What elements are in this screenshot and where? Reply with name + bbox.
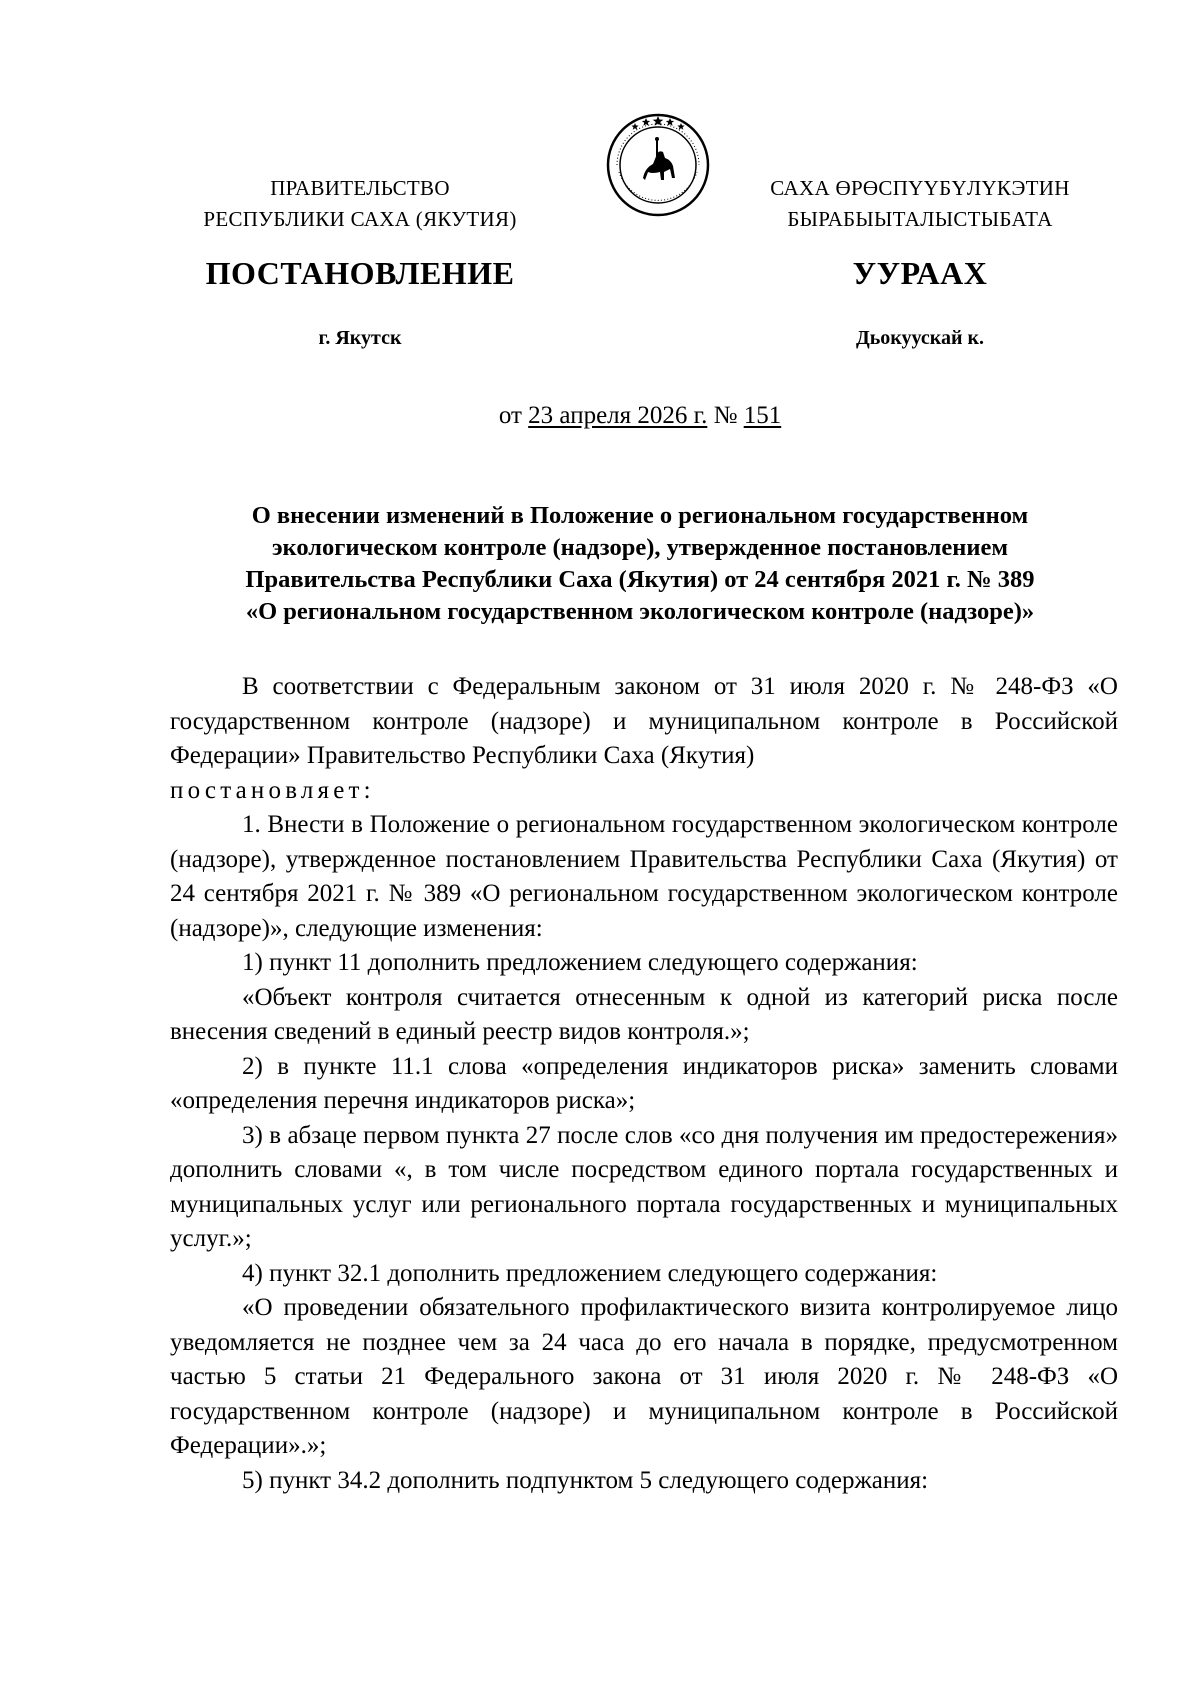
subitem-4-paragraph: 4) пункт 32.1 дополнить предложением следующего содержания: [242,1259,938,1287]
decree-body [170,670,1118,1498]
title-line: Правительства Республики Саха (Якутия) от 24 сентября 2021 г. № 389 [245,566,1035,593]
doc-type-ru: ПОСТАНОВЛЕНИЕ [205,255,515,291]
item-1-paragraph: 1. Внести в Положение о региональном государственном экологическом контроле (надзоре), утвержденное постановлением Правительства Республики Саха (Якутия) от 24 сентября 2021 г. № 389 «О региональном государственном экологическом контроле (надзоре)», следующие изменения: [170,811,1118,942]
number-sign: № [707,402,744,429]
decree-word: постановляет: [170,776,375,804]
subitem-2-paragraph: 2) в пункте 11.1 слова «определения индикаторов риска» заменить словами «определения перечня индикаторов риска»; [170,1052,1118,1114]
decree-number: 151 [743,402,782,429]
issuer-ru [175,173,545,235]
date-prefix: от [498,402,529,429]
title-line: О внесении изменений в Положение о региональном государственном [251,502,1029,529]
republic-emblem-icon [603,110,713,220]
decree-date: 23 апреля 2026 г. [528,402,708,429]
issuer-sah [735,173,1105,235]
issuer-sah-line1: САХА ӨРӨСПҮҮБҮЛҮКЭТИН [770,176,1070,200]
doc-type-sah: УУРААХ [852,255,988,291]
subitem-5-paragraph: 5) пункт 34.2 дополнить подпунктом 5 следующего содержания: [242,1466,929,1494]
date-number-line [0,402,1200,430]
title-line: «О региональном государственном экологическом контроле (надзоре)» [245,598,1035,625]
subitem-1-text: «Объект контроля считается отнесенным к одной из категорий риска после внесения сведений в единый реестр видов контроля.»; [170,983,1118,1045]
issuer-sah-line2: БЫРАБЫЫТАЛЫСТЫБАТА [787,207,1053,231]
subitem-4-text: «О проведении обязательного профилактического визита контролируемое лицо уведомляется не позднее чем за 24 часа до его начала в порядке, предусмотренном частью 5 статьи 21 Федерального закона от 31 июля 2020 г. № 248-ФЗ «О государственном контроле (надзоре) и муниципальном контроле в Российской Федерации».»; [170,1294,1118,1459]
city-ru: г. Якутск [318,327,402,349]
preamble-paragraph: В соответствии с Федеральным законом от 31 июля 2020 г. № 248-ФЗ «О государственном контроле (надзоре) и муниципальном контроле в Российской Федерации» Правительство Республики Саха (Якутия) [170,673,1118,769]
issuer-ru-line2: РЕСПУБЛИКИ САХА (ЯКУТИЯ) [203,207,517,231]
decree-title [160,500,1120,628]
issuer-ru-line1: ПРАВИТЕЛЬСТВО [270,176,450,200]
city-sah: Дьокуускай к. [855,327,985,349]
title-line: экологическом контроле (надзоре), утвержденное постановлением [271,534,1009,561]
subitem-1-paragraph: 1) пункт 11 дополнить предложением следующего содержания: [242,949,918,976]
subitem-3-paragraph: 3) в абзаце первом пункта 27 после слов «со дня получения им предостережения» дополнить словами «, в том числе посредством единого портала государственных и муниципальных услуг или регионального портала государственных и муниципальных услуг.»; [170,1121,1118,1252]
